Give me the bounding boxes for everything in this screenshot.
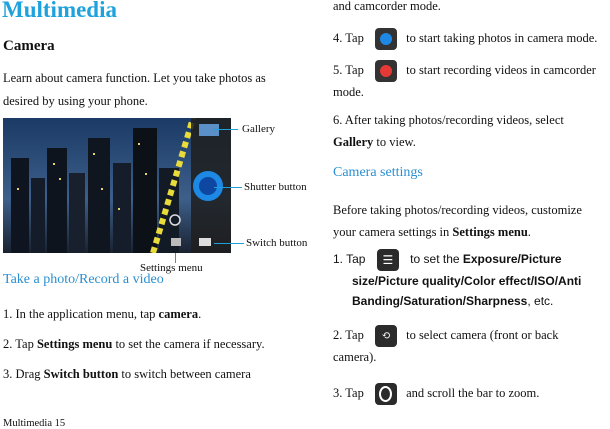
page-footer: Multimedia 15 xyxy=(3,418,66,429)
settings-step-3: 3. Tap and scroll the bar to zoom. xyxy=(333,381,539,406)
settings-step-1: 1. Tap ☰ to set the Exposure/Picture size/Picture quality/Color effect/ISO/Anti Banding/Saturation/Sharpness, etc. xyxy=(333,249,609,311)
switch-button-label: Switch button xyxy=(246,237,308,249)
record-button-icon xyxy=(375,60,397,82)
subsection-title: Take a photo/Record a video xyxy=(3,272,164,287)
step-3: 3. Drag Switch button to switch between camera xyxy=(3,367,251,381)
city-skyline-image xyxy=(3,118,231,253)
camera-screenshot xyxy=(3,118,231,253)
step-5-continued: mode. xyxy=(333,85,364,99)
step-3-continued: and camcorder mode. xyxy=(333,0,441,13)
intro-line-1: Learn about camera function. Let you take photos as xyxy=(3,71,266,85)
shutter-button-icon xyxy=(375,28,397,50)
shutter-callout-line xyxy=(214,187,242,188)
step-1: 1. In the application menu, tap camera. xyxy=(3,307,202,321)
step-5: 5. Tap to start recording videos in camcorder xyxy=(333,58,596,83)
step-2: 2. Tap Settings menu to set the camera if necessary. xyxy=(3,337,265,351)
settings-menu-label: Settings menu xyxy=(140,262,203,274)
page-title: Multimedia xyxy=(2,0,117,22)
settings-sliders-icon: ☰ xyxy=(377,249,399,271)
section-title: Camera xyxy=(3,38,55,54)
gallery-label: Gallery xyxy=(242,123,275,135)
shutter-button-label: Shutter button xyxy=(244,181,307,193)
settings-intro-2: your camera settings in Settings menu. xyxy=(333,225,531,239)
step-6-line-2: Gallery to view. xyxy=(333,135,416,149)
settings-step-2-continued: camera). xyxy=(333,350,377,364)
step-4: 4. Tap to start taking photos in camera mode. xyxy=(333,26,597,51)
settings-step-2: 2. Tap ⟲ to select camera (front or back xyxy=(333,323,558,348)
zoom-icon xyxy=(375,383,397,405)
camera-settings-title: Camera settings xyxy=(333,165,423,180)
settings-intro-1: Before taking photos/recording videos, customize xyxy=(333,203,582,217)
switch-camera-icon: ⟲ xyxy=(375,325,397,347)
gallery-callout-line xyxy=(214,129,238,130)
intro-line-2: desired by using your phone. xyxy=(3,94,148,108)
step-6-line-1: 6. After taking photos/recording videos, select xyxy=(333,113,564,127)
switch-callout-line xyxy=(214,243,244,244)
